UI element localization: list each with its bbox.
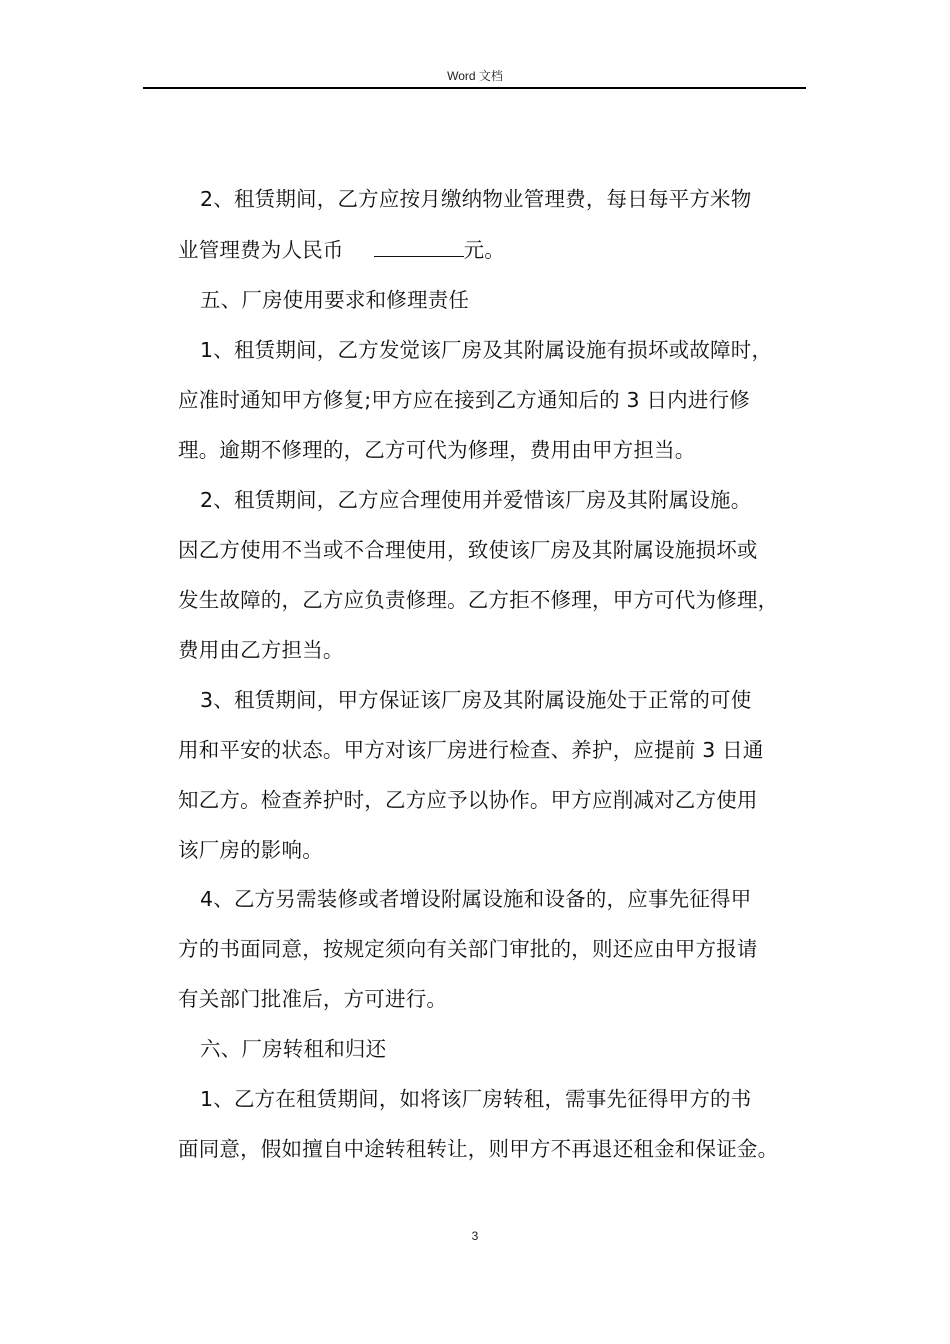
paragraph-line: 1、租赁期间，乙方发觉该厂房及其附属设施有损坏或故障时，: [200, 338, 773, 362]
paragraph-line: 理。逾期不修理的，乙方可代为修理，费用由甲方担当。: [178, 438, 696, 462]
paragraph-line: 用和平安的状态。甲方对该厂房进行检查、养护，应提前 3 日通: [178, 738, 764, 762]
fill-in-blank: [374, 238, 464, 257]
paragraph-line: 知乙方。检查养护时，乙方应予以协作。甲方应削减对乙方使用: [178, 788, 758, 812]
paragraph-line: 发生故障的，乙方应负责修理。乙方拒不修理，甲方可代为修理，: [178, 588, 779, 612]
paragraph-line: [178, 235, 818, 265]
paragraph-line: 有关部门批准后，方可进行。: [178, 987, 448, 1011]
paragraph-line: 2、租赁期间，乙方应按月缴纳物业管理费，每日每平方米物: [200, 187, 752, 211]
header-title: Word 文档: [447, 69, 503, 83]
header-divider: [143, 87, 806, 89]
paragraph-line: 1、乙方在租赁期间，如将该厂房转租，需事先征得甲方的书: [200, 1087, 752, 1111]
paragraph-line: 2、租赁期间，乙方应合理使用并爱惜该厂房及其附属设施。: [200, 488, 752, 512]
paragraph-line: 因乙方使用不当或不合理使用，致使该厂房及其附属设施损坏或: [178, 538, 758, 562]
paragraph-line: 面同意，假如擅自中途转租转让，则甲方不再退还租金和保证金。: [178, 1137, 779, 1161]
paragraph-line: 方的书面同意，按规定须向有关部门审批的，则还应由甲方报请: [178, 937, 758, 961]
paragraph-line: 应准时通知甲方修复;甲方应在接到乙方通知后的 3 日内进行修: [178, 388, 750, 412]
paragraph-line: 3、租赁期间，甲方保证该厂房及其附属设施处于正常的可使: [200, 688, 752, 712]
page-number: 3: [471, 1229, 479, 1243]
paragraph-line: 费用由乙方担当。: [178, 638, 344, 662]
paragraph-line: 4、乙方另需装修或者增设附属设施和设备的，应事先征得甲: [200, 887, 752, 911]
paragraph-text: 元。: [463, 238, 506, 262]
section-heading: 五、厂房使用要求和修理责任: [200, 288, 470, 312]
section-heading: 六、厂房转租和归还: [200, 1037, 387, 1061]
paragraph-text: 业管理费为人民币: [178, 238, 344, 262]
paragraph-line: 该厂房的影响。: [178, 838, 323, 862]
